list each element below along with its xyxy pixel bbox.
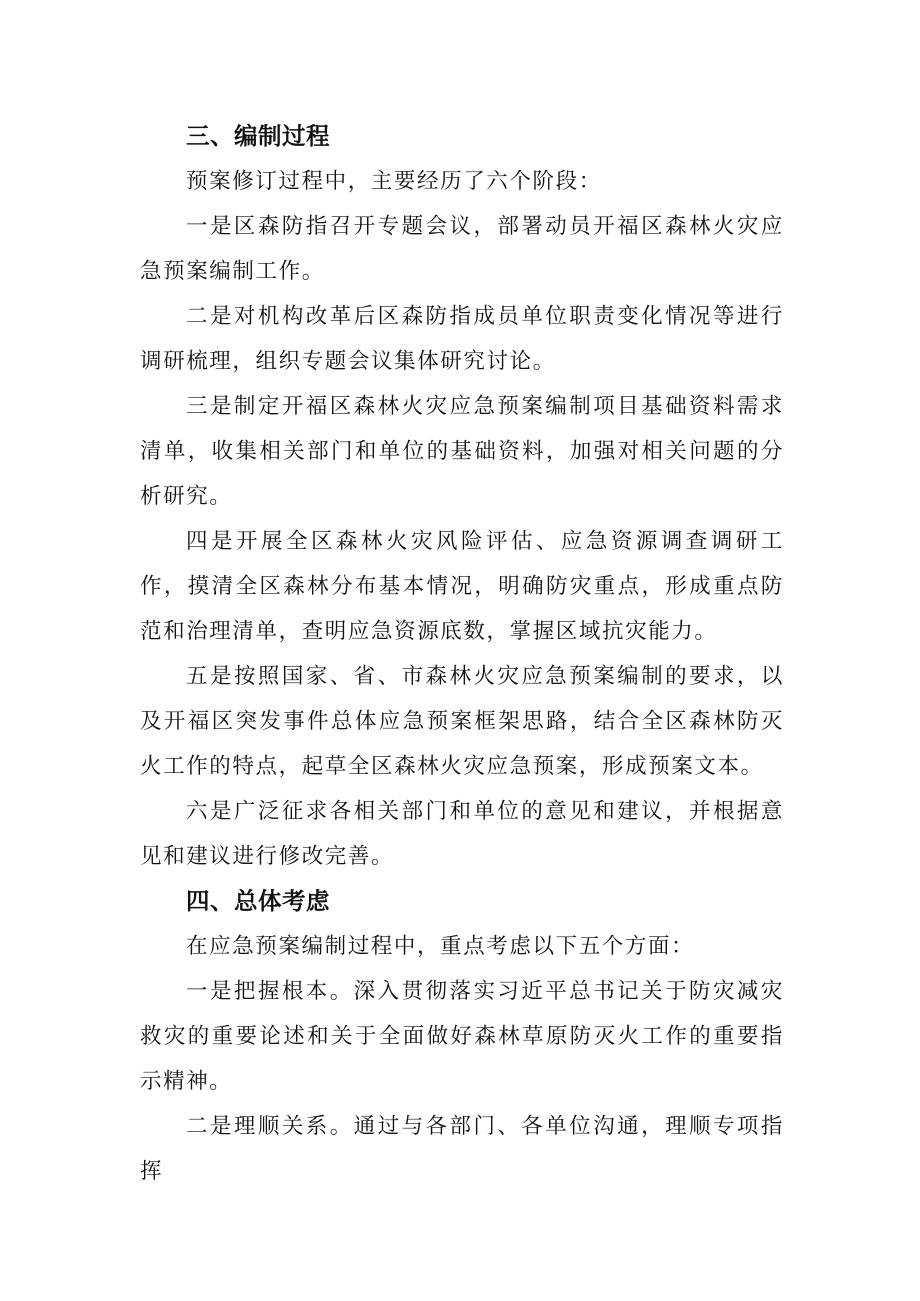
- paragraph-stage-3: 三是制定开福区森林火灾应急预案编制项目基础资料需求清单，收集相关部门和单位的基础资料，加强对相关问题的分析研究。: [140, 394, 784, 509]
- paragraph-aspect-1: 一是把握根本。深入贯彻落实习近平总书记关于防灾减灾救灾的重要论述和关于全面做好森林草原防灭火工作的重要指示精神。: [140, 979, 784, 1094]
- paragraph-stage-2: 二是对机构改革后区森防指成员单位职责变化情况等进行调研梳理，组织专题会议集体研究讨论。: [140, 304, 784, 374]
- document-body: [140, 114, 784, 1194]
- paragraph-intro-aspects: 在应急预案编制过程中，重点考虑以下五个方面：: [186, 934, 695, 959]
- paragraph-aspect-2: 二是理顺关系。通过与各部门、各单位沟通，理顺专项指挥: [140, 1114, 784, 1184]
- paragraph-stage-1: 一是区森防指召开专题会议，部署动员开福区森林火灾应急预案编制工作。: [140, 214, 784, 284]
- paragraph-stage-5: 五是按照国家、省、市森林火灾应急预案编制的要求，以及开福区突发事件总体应急预案框架思路，结合全区森林防灭火工作的特点，起草全区森林火灾应急预案，形成预案文本。: [140, 664, 784, 779]
- section-heading-overall-considerations: 四、总体考虑: [186, 887, 330, 915]
- paragraph-stage-4: 四是开展全区森林火灾风险评估、应急资源调查调研工作，摸清全区森林分布基本情况，明确防灾重点，形成重点防范和治理清单，查明应急资源底数，掌握区域抗灾能力。: [140, 529, 784, 644]
- section-heading-compilation-process: 三、编制过程: [186, 122, 330, 150]
- paragraph-intro-stages: 预案修订过程中，主要经历了六个阶段：: [186, 169, 602, 194]
- paragraph-stage-6: 六是广泛征求各相关部门和单位的意见和建议，并根据意见和建议进行修改完善。: [140, 799, 784, 869]
